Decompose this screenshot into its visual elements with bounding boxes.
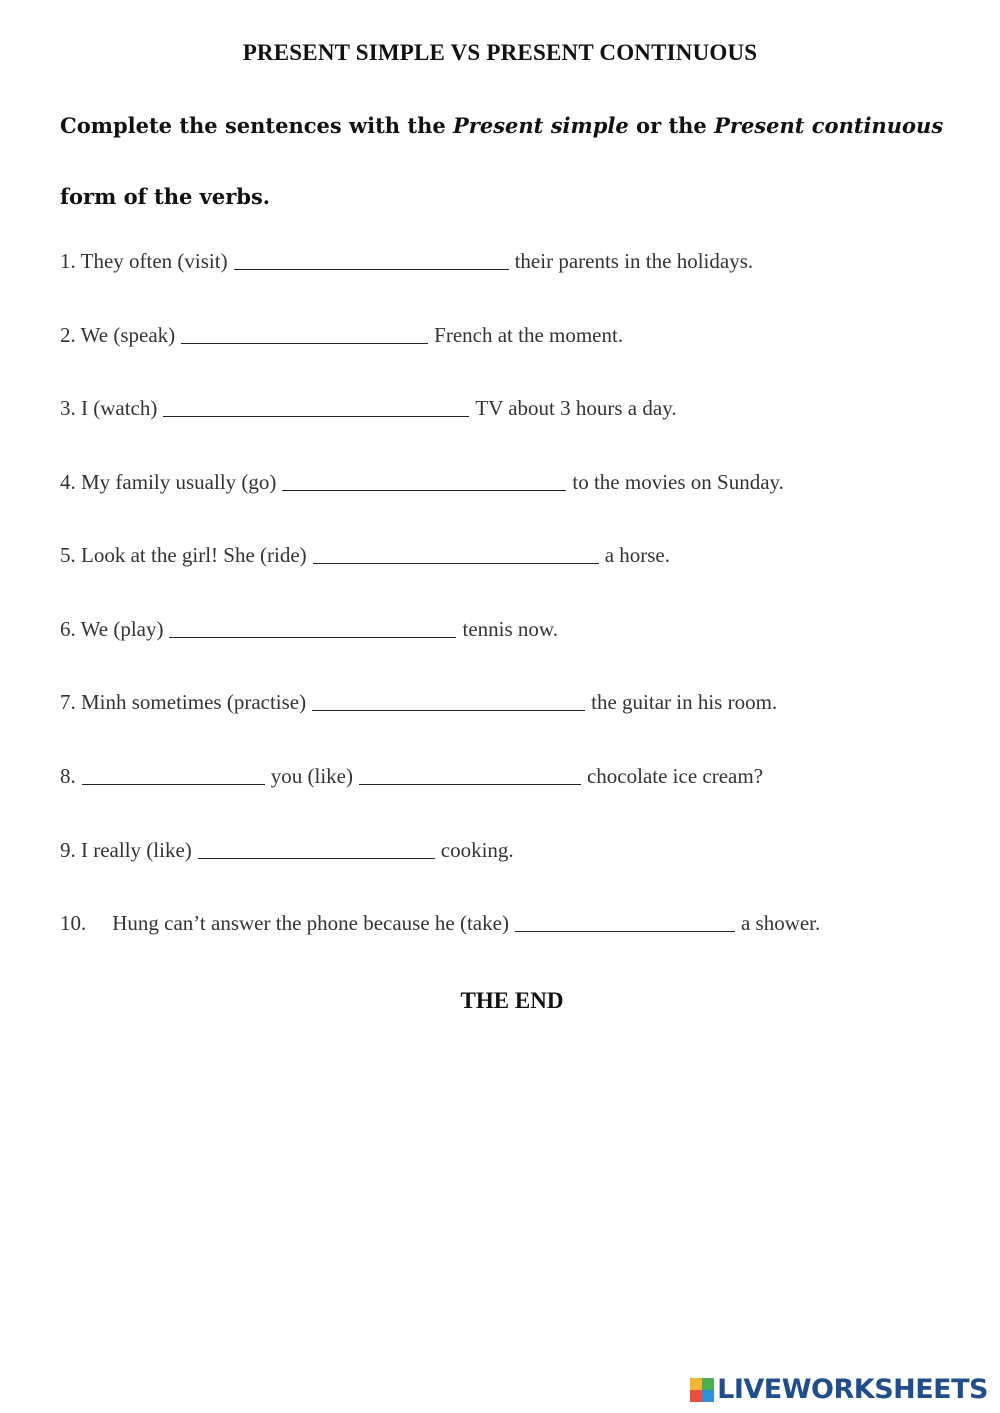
answer-blank-3[interactable]	[163, 397, 469, 417]
answer-blank-10[interactable]	[515, 912, 735, 932]
the-end-label: THE END	[460, 988, 564, 1013]
answer-blank-8a[interactable]	[82, 765, 265, 785]
question-4: 4. My family usually (go) to the movies on Sunday.	[60, 470, 784, 494]
answer-blank-2[interactable]	[181, 324, 428, 344]
instructions-line-1: Complete the sentences with the Present simple or the Present continuous	[60, 113, 944, 138]
question-5: 5. Look at the girl! She (ride) a horse.	[60, 543, 670, 567]
instructions-line-2: form of the verbs.	[60, 184, 271, 209]
question-3: 3. I (watch) TV about 3 hours a day.	[60, 396, 677, 420]
question-1: 1. They often (visit) their parents in the holidays.	[60, 249, 754, 273]
liveworksheets-logo	[690, 1374, 988, 1405]
question-10: 10. Hung can’t answer the phone because he (take) a shower.	[60, 911, 821, 935]
question-6: 6. We (play) tennis now.	[60, 617, 558, 641]
answer-blank-9[interactable]	[198, 839, 435, 859]
answer-blank-7[interactable]	[312, 691, 585, 711]
liveworksheets-logo-icon	[690, 1378, 714, 1402]
answer-blank-1[interactable]	[234, 250, 509, 270]
answer-blank-6[interactable]	[169, 618, 456, 638]
answer-blank-4[interactable]	[282, 471, 566, 491]
question-7: 7. Minh sometimes (practise) the guitar in his room.	[60, 690, 778, 714]
question-9: 9. I really (like) cooking.	[60, 838, 514, 862]
worksheet-title: PRESENT SIMPLE VS PRESENT CONTINUOUS	[242, 40, 758, 65]
answer-blank-8b[interactable]	[359, 765, 581, 785]
logo-text: LIVEWORKSHEETS	[717, 1374, 988, 1405]
question-8: 8. you (like) chocolate ice cream?	[60, 764, 764, 788]
answer-blank-5[interactable]	[313, 544, 599, 564]
question-2: 2. We (speak) French at the moment.	[60, 323, 624, 347]
